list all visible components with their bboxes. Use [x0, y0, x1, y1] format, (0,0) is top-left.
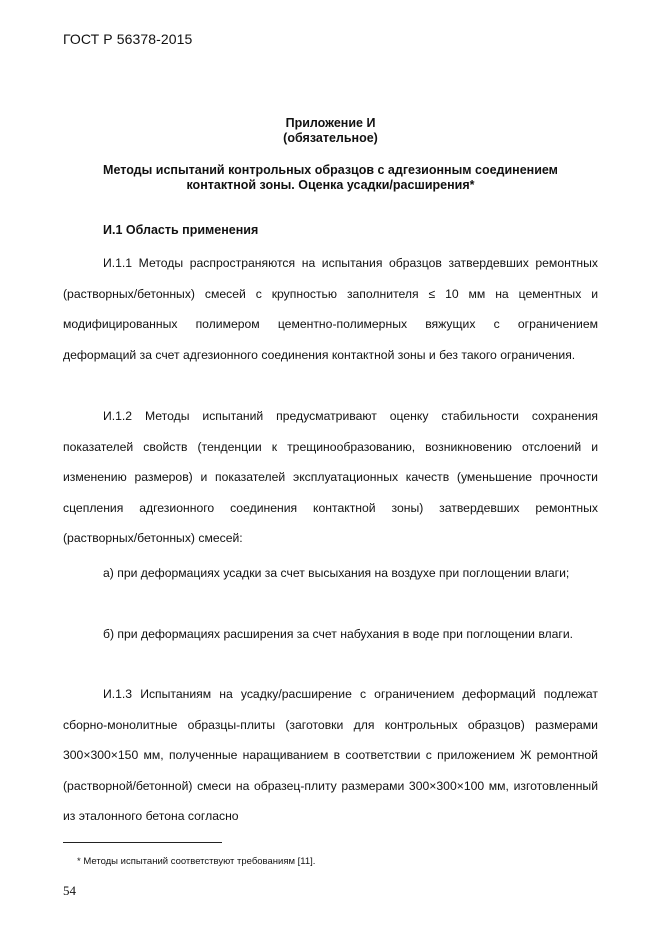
list-item-b: б) при деформациях расширения за счет набухания в воде при поглощении влаги. — [103, 627, 574, 641]
paragraph-1-1-2: И.1.2 Методы испытаний предусматривают оценку стабильности сохранения показателей свойств (тенденции к трещинообразованию, возникновению отслоений и изменению размеров) и показателей эксплуатационных качеств (уменьшение прочности сцепления адгезионного соединения контактной зоны) затвердевших ремонтных (растворных/бетонных) смесей: — [63, 409, 598, 546]
section-heading: И.1 Область применения — [103, 223, 259, 237]
standard-id: ГОСТ Р 56378-2015 — [63, 31, 193, 47]
appendix-subject-line-2: контактной зоны. Оценка усадки/расширения* — [186, 178, 475, 192]
page-number: 54 — [63, 883, 76, 898]
paragraph-1-1-3: И.1.3 Испытаниям на усадку/расширение с ограничением деформаций подлежат сборно-монолитные образцы-плиты (заготовки для контрольных образцов) размерами 300×300×150 мм, полученные наращиванием в соответствии с приложением Ж ремонтной (растворной/бетонной) смеси на образец-плиту размерами 300×300×100 мм, изготовленный из эталонного бетона согласно — [63, 687, 598, 824]
appendix-status: (обязательное) — [283, 131, 378, 145]
list-item-a: а) при деформациях усадки за счет высыхания на воздухе при поглощении влаги; — [103, 566, 570, 580]
footnote: * Методы испытаний соответствуют требованиям [11]. — [77, 856, 316, 867]
appendix-title: Приложение И — [285, 116, 376, 130]
appendix-subject-line-1: Методы испытаний контрольных образцов с адгезионным соединением — [103, 163, 558, 177]
paragraph-1-1-1: И.1.1 Методы распространяются на испытания образцов затвердевших ремонтных (растворных/бетонных) смесей с крупностью заполнителя ≤ 10 мм на цементных и модифицированных полимером цементно-полимерных вяжущих с ограничением деформаций за счет адгезионного соединения контактной зоны и без такого ограничения. — [63, 256, 598, 362]
footnote-divider — [63, 842, 222, 843]
